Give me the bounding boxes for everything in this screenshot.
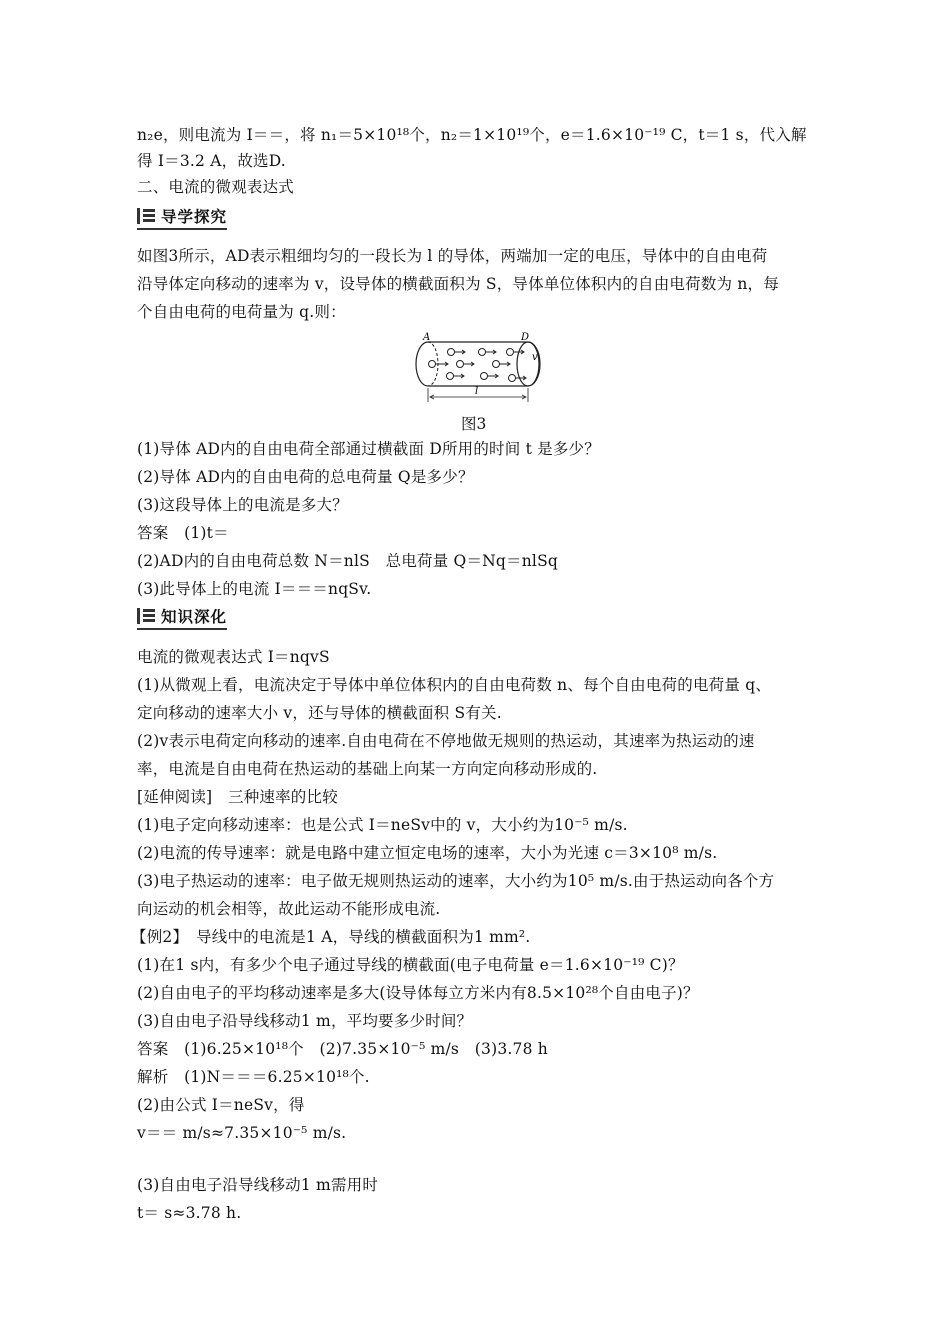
explore-line-2: 沿导体定向移动的速率为 v，设导体的横截面积为 S，导体单位体积内的自由电荷数为 n，每: [137, 275, 779, 293]
section-label-text: 知识深化: [161, 608, 228, 626]
intro-line-1: n₂e，则电流为 I＝＝，将 n₁＝5×10¹⁸个，n₂＝1×10¹⁹个，e＝1.6×10⁻¹⁹ C，t＝1 s，代入解: [137, 126, 807, 144]
example-analysis-1: 解析 (1)N＝＝＝6.25×10¹⁸个.: [137, 1068, 370, 1086]
deep-line-7: (1)电子定向移动速率：也是公式 I＝neSv中的 v，大小约为10⁻⁵ m/s.: [137, 816, 628, 834]
figure-caption: 图3: [461, 415, 487, 433]
section-label-explore: [137, 204, 227, 230]
explore-line-1: 如图3所示，AD表示粗细均匀的一段长为 l 的导体，两端加一定的电压，导体中的自由电荷: [137, 247, 768, 265]
deep-line-4: (2)v表示电荷定向移动的速率.自由电荷在不停地做无规则的热运动，其速率为热运动的速: [137, 732, 755, 750]
deep-line-8: (2)电流的传导速率：就是电路中建立恒定电场的速率，大小为光速 c＝3×10⁸ m/s.: [137, 844, 718, 862]
example-line-2: (1)在1 s内，有多少个电子通过导线的横截面(电子电荷量 e＝1.6×10⁻¹⁹ C)？: [137, 956, 684, 974]
answer-2: (2)AD内的自由电荷总数 N＝nlS 总电荷量 Q＝Nq＝nlSq: [137, 552, 559, 570]
question-2: (2)导体 AD内的自由电荷的总电荷量 Q是多少？: [137, 468, 474, 486]
example-analysis-2: (2)由公式 I＝neSv，得: [137, 1096, 305, 1114]
example-analysis-5: t＝ s≈3.78 h.: [137, 1204, 242, 1222]
section-underline: [137, 228, 227, 230]
deep-line-6: [延伸阅读] 三种速率的比较: [137, 788, 338, 806]
label-l: l: [475, 386, 479, 397]
example-title: 【例2】 导线中的电流是1 A，导线的横截面积为1 mm².: [131, 928, 531, 946]
example-answer: 答案 (1)6.25×10¹⁸个 (2)7.35×10⁻⁵ m/s (3)3.78 h: [137, 1040, 548, 1058]
deep-line-2: (1)从微观上看，电流决定于导体中单位体积内的自由电荷数 n、每个自由电荷的电荷量 q、: [137, 676, 772, 694]
label-v: v: [532, 352, 538, 363]
intro-line-2: 得 I＝3.2 A，故选D.: [137, 152, 286, 170]
conductor-figure: [408, 330, 543, 405]
deep-line-1: 电流的微观表达式 I＝nqvS: [137, 648, 330, 666]
deep-line-9: (3)电子热运动的速率：电子做无规则热运动的速率，大小约为10⁵ m/s.由于热运动向各个方: [137, 872, 775, 890]
label-d: D: [521, 332, 530, 343]
question-3: (3)这段导体上的电流是多大？: [137, 496, 348, 514]
section-underline: [137, 628, 227, 630]
deep-line-10: 向运动的机会相等，故此运动不能形成电流.: [137, 900, 441, 918]
example-analysis-4: (3)自由电子沿导线移动1 m需用时: [137, 1176, 379, 1194]
explore-line-3: 个自由电荷的电荷量为 q.则：: [137, 303, 346, 321]
list-icon: [137, 208, 155, 224]
label-a: A: [423, 332, 431, 343]
list-icon: [137, 608, 155, 624]
question-1: (1)导体 AD内的自由电荷全部通过横截面 D所用的时间 t 是多少？: [137, 440, 600, 458]
example-line-4: (3)自由电子沿导线移动1 m，平均要多少时间？: [137, 1012, 473, 1030]
section-heading: 二、电流的微观表达式: [137, 178, 295, 196]
answer-3: (3)此导体上的电流 I＝＝＝nqSv.: [137, 580, 372, 598]
example-line-3: (2)自由电子的平均移动速率是多大(设导体每立方米内有8.5×10²⁸个自由电子)？: [137, 984, 699, 1002]
deep-line-3: 定向移动的速率大小 v，还与导体的横截面积 S有关.: [137, 704, 502, 722]
section-label-text: 导学探究: [161, 208, 228, 226]
example-analysis-3: v＝＝ m/s≈7.35×10⁻⁵ m/s.: [137, 1124, 347, 1142]
answer-1: 答案 (1)t＝: [137, 524, 229, 542]
section-label-deepen: [137, 604, 227, 630]
deep-line-5: 率，电流是自由电荷在热运动的基础上向某一方向定向移动形成的.: [137, 760, 598, 778]
